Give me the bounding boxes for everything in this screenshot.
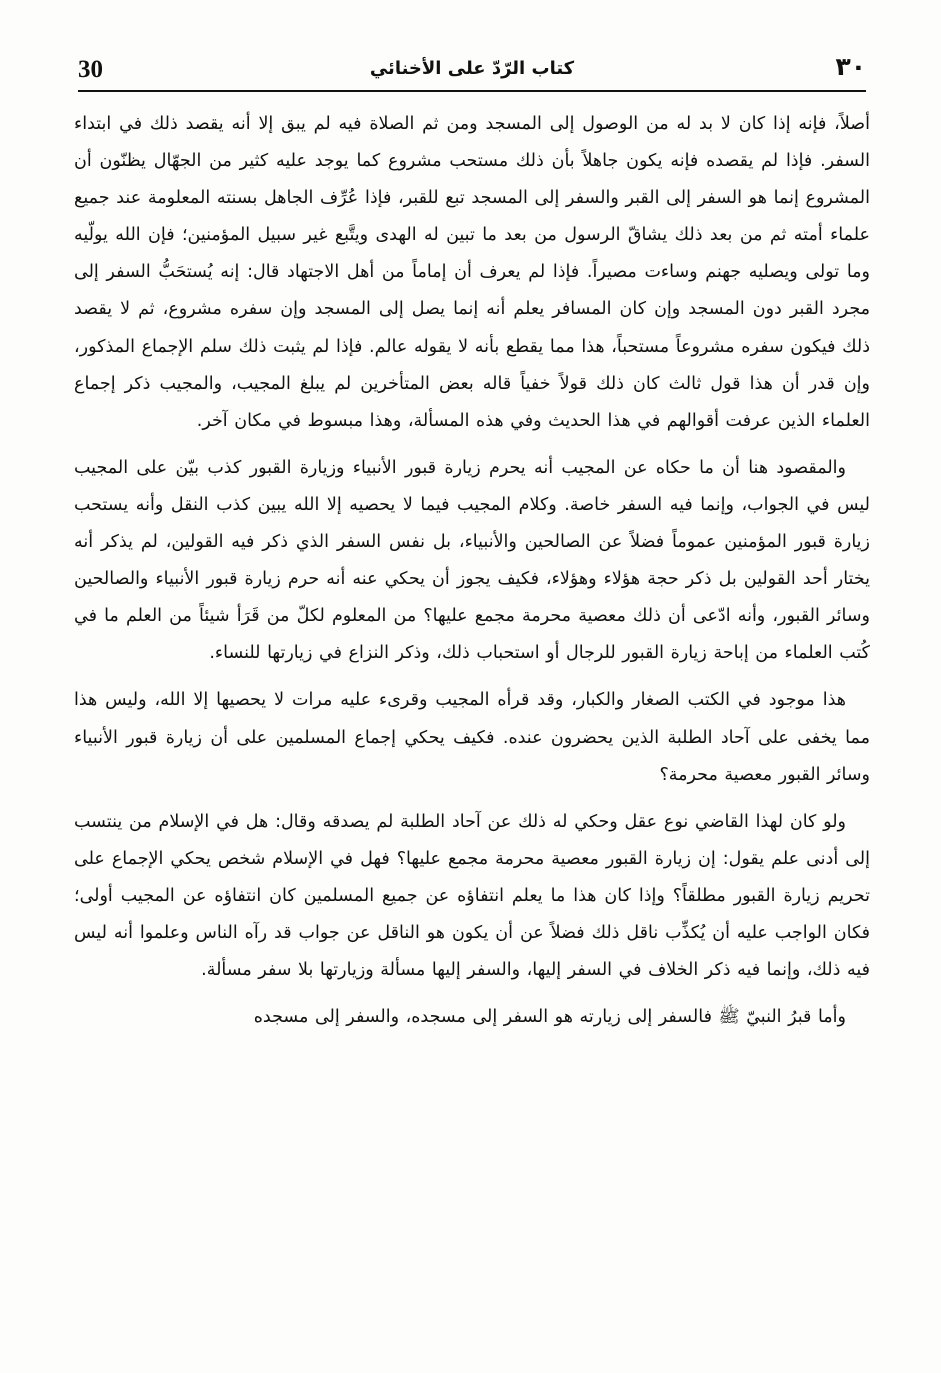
paragraph-2: والمقصود هنا أن ما حكاه عن المجيب أنه يحرم زيارة قبور الأنبياء وزيارة القبور كذب بيّن على المجيب ليس في الجواب، وإنما فيه السفر خاصة. وكلام المجيب فيما لا يحصيه إلا الله يبين كذب النقل وأنه يستحب زيارة قبور المؤمنين عموماً فضلاً عن الصالحين والأنبياء، بل نفس السفر الذي ذكر فيه القولين، لم يذكر أنه يختار أحد القولين بل ذكر حجة هؤلاء وهؤلاء، فكيف يجوز أن يحكي عنه أنه حرم زيارة قبور الأنبياء والصالحين وسائر القبور، وأنه ادّعى أن ذلك معصية محرمة مجمع عليها؟ من المعلوم لكلّ من قَرَأ شيئاً من العلم ما في كُتب العلماء من إباحة زيارة القبور للرجال أو استحباب ذلك، وذكر النزاع في زيارتها للنساء. (74, 457, 870, 664)
page-number-arabic: ٣٠ (835, 52, 866, 81)
page-header (78, 50, 866, 92)
paragraph-3: هذا موجود في الكتب الصغار والكبار، وقد قرأه المجيب وقرىء عليه مرات لا يحصيها إلا الله، وليس هذا مما يخفى على آحاد الطلبة الذين يحضرون عنده. فكيف يحكي إجماع المسلمين على أن زيارة قبور الأنبياء وسائر القبور معصية محرمة؟ (74, 690, 870, 785)
book-title: كتاب الرّدّ على الأخنائي (369, 58, 575, 79)
page-number-latin: 30 (78, 56, 103, 83)
paragraph-4: ولو كان لهذا القاضي نوع عقل وحكي له ذلك عن آحاد الطلبة لم يصدقه وقال: هل في الإسلام من ينتسب إلى أدنى علم يقول: إن زيارة القبور معصية محرمة مجمع عليها؟ فهل في الإسلام شخص يحكي الإجماع على تحريم زيارة القبور مطلقاً؟ وإذا كان هذا ما يعلم انتفاؤه عن جميع المسلمين كان انتفاؤه عن المجيب أولى؛ فكان الواجب عليه أن يُكذِّب ناقل ذلك فضلاً عن أن يكون هو الناقل عن جواب قد رآه الناس وعلموا أنه ليس فيه ذلك، وإنما فيه ذكر الخلاف في السفر إليها، والسفر إليها مسألة وزيارتها بلا سفر مسألة. (74, 811, 870, 981)
paragraph-5: وأما قبرُ النبيّ ﷺ فالسفر إلى زيارته هو السفر إلى مسجده، والسفر إلى مسجده (253, 1007, 846, 1028)
paragraph-1: أصلاً، فإنه إذا كان لا بد له من الوصول إلى المسجد ومن ثم الصلاة فيه لم يبق إلا أنه يقصد ذلك في ابتداء السفر. فإذا لم يقصده فإنه يكون جاهلاً بأن ذلك مستحب مشروع كما يوجد عليه كثير من الجهّال يظنّون أن المشروع إنما هو السفر إلى القبر والسفر إلى المسجد تبع للقبر، فإذا عُرِّف الجاهل بسنته المعلومة عند جميع علماء أمته ثم من بعد ذلك يشاقّ الرسول من بعد ما تبين له الهدى ويتَّبع غير سبيل المؤمنين؛ فإن الله يولّيه وما تولى ويصليه جهنم وساءت مصيراً. فإذا لم يعرف أن إماماً من أهل الاجتهاد قال: إنه يُستحَبُّ السفر إلى مجرد القبر دون المسجد وإن كان المسافر يعلم أنه إنما يصل إلى المسجد وإن سفره مشروع، ثم لا يقصد ذلك فيكون سفره مشروعاً مستحباً، هذا مما يقطع بأنه لا يقوله عالم. فإذا لم يثبت ذلك سلم الإجماع المذكور، وإن قدر أن هذا قول ثالث كان ذلك قولاً خفياً قاله بعض المتأخرين لم يبلغ المجيب، والمجيب ذكر إجماع العلماء الذين عرفت أقوالهم في هذا الحديث وفي هذه المسألة، وهذا مبسوط في مكان آخر. (74, 114, 870, 431)
body-text (74, 106, 870, 1046)
